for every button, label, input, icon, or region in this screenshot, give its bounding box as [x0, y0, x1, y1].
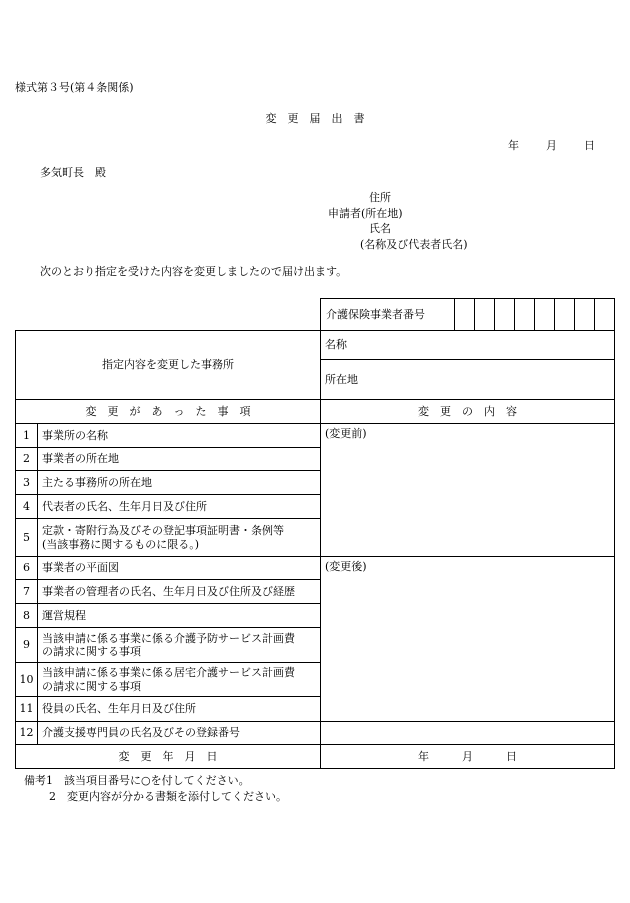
item-number[interactable]: 8 [16, 604, 38, 628]
item-text: 事業所の名称 [38, 424, 321, 448]
change-date-label: 変 更 年 月 日 [16, 745, 321, 769]
change-form-table [15, 298, 615, 769]
item-text: 介護支援専門員の氏名及びその登録番号 [38, 722, 321, 745]
office-name-field[interactable] [321, 331, 615, 360]
digit-box[interactable] [575, 299, 595, 330]
applicant-name-label: 氏名 [369, 222, 391, 235]
applicant-block [328, 190, 528, 252]
item-number[interactable]: 5 [16, 519, 38, 557]
office-location-field[interactable] [321, 360, 615, 400]
applicant-name-note: (名称及び代表者氏名) [360, 237, 468, 251]
digit-box[interactable] [455, 299, 475, 330]
applicant-label: 申請者(所在地) [328, 206, 403, 220]
note-2: 2 変更内容が分かる書類を添付してください。 [49, 790, 287, 803]
office-location-label: 所在地 [325, 372, 358, 386]
item-number[interactable]: 1 [16, 424, 38, 448]
note-1: 備考1 該当項目番号に○を付してください。 [24, 774, 250, 787]
before-change-label: (変更前) [325, 427, 367, 440]
digit-box[interactable] [495, 299, 515, 330]
item-number[interactable]: 2 [16, 448, 38, 471]
after-change-field[interactable] [321, 557, 615, 722]
date-day: 日 [584, 139, 595, 152]
digit-box[interactable] [515, 299, 535, 330]
changed-items-header: 変 更 が あ っ た 事 項 [16, 400, 321, 424]
office-label: 指定内容を変更した事務所 [16, 331, 321, 400]
item-text-line2: (当該事務に関するものに限る。) [42, 537, 200, 551]
item-text [38, 628, 321, 663]
applicant-address-label: 住所 [369, 191, 391, 204]
item-text: 代表者の氏名、生年月日及び住所 [38, 495, 321, 519]
document-title: 変 更 届 出 書 [265, 112, 365, 125]
before-change-field[interactable] [321, 424, 615, 557]
intro-text: 次のとおり指定を受けた内容を変更しましたので届け出ます。 [40, 265, 348, 278]
date-month: 月 [546, 139, 557, 152]
insurance-number-cell [321, 299, 615, 331]
item-text: 運営規程 [38, 604, 321, 628]
item-text: 事業者の管理者の氏名、生年月日及び住所及び経歴 [38, 580, 321, 604]
office-name-label: 名称 [325, 338, 347, 352]
insurance-number-label: 介護保険事業者番号 [321, 299, 455, 330]
item-text: 主たる事務所の所在地 [38, 471, 321, 495]
digit-box[interactable] [475, 299, 495, 330]
digit-box[interactable] [595, 299, 614, 330]
item-number[interactable]: 7 [16, 580, 38, 604]
submission-date [508, 137, 595, 153]
item-text [38, 663, 321, 697]
digit-box[interactable] [555, 299, 575, 330]
item-number[interactable]: 10 [16, 663, 38, 697]
item-text-line2: の請求に関する事項 [42, 679, 141, 693]
item-number[interactable]: 6 [16, 557, 38, 580]
item-number[interactable]: 3 [16, 471, 38, 495]
blank-cell [16, 299, 321, 331]
item-number[interactable]: 11 [16, 697, 38, 722]
form-number: 様式第３号(第４条関係) [15, 81, 134, 94]
item-text [38, 519, 321, 557]
item-text: 事業者の平面図 [38, 557, 321, 580]
item-text-line1: 定款・寄附行為及びその登記事項証明書・条例等 [42, 524, 284, 537]
item-text: 事業者の所在地 [38, 448, 321, 471]
item-number[interactable]: 4 [16, 495, 38, 519]
item-text-line2: の請求に関する事項 [42, 645, 141, 658]
addressee: 多気町長 殿 [40, 166, 106, 179]
item-text-line1: 当該申請に係る事業に係る介護予防サービス計画費 [42, 631, 295, 645]
item-text-line1: 当該申請に係る事業に係る居宅介護サービス計画費 [42, 666, 295, 679]
change-date-field[interactable]: 年 月 日 [321, 745, 615, 769]
item-number[interactable]: 9 [16, 628, 38, 663]
item-text: 役員の氏名、生年月日及び住所 [38, 697, 321, 722]
date-year: 年 [508, 139, 519, 152]
notes [24, 773, 287, 805]
change-content-header: 変 更 の 内 容 [321, 400, 615, 424]
item-number[interactable]: 12 [16, 722, 38, 745]
digit-box[interactable] [535, 299, 555, 330]
after-change-label: (変更後) [325, 560, 367, 573]
item-12-change-field[interactable] [321, 722, 615, 745]
